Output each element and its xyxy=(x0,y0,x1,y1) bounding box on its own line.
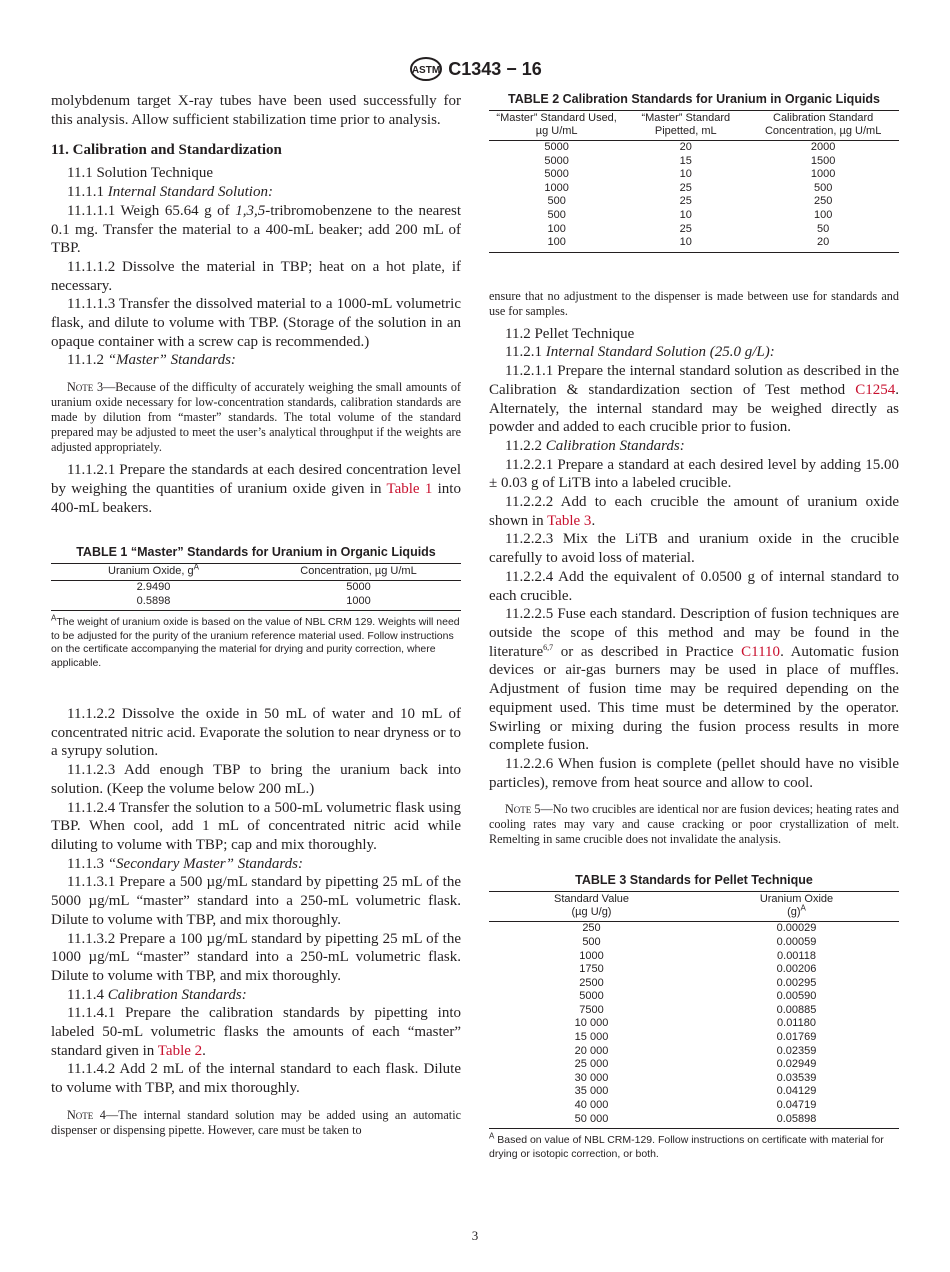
table-1-footnote: $^A$The weight of uranium oxide is based on the value of NBL CRM 129. Weights will need to be adjusted for the purity of the uranium reference material used. Follow instructions on the certificate accompanying the material for drying and purity correction, where applicable. xyxy=(51,613,460,669)
astm-logo-text: ASTM xyxy=(412,65,441,76)
table-row: 500 10 100 xyxy=(547,208,833,221)
note-4 xyxy=(51,1108,461,1138)
page-number: 3 xyxy=(471,1228,479,1243)
num-11-1-4: 11.1.4 xyxy=(67,986,108,1003)
para-11-2-2-3: 11.2.2.3 Mix the LiTB and uranium oxide in the crucible carefully to avoid loss of material. xyxy=(489,531,899,567)
table-2-caption: TABLE 2 Calibration Standards for Uranium in Organic Liquids xyxy=(507,92,881,106)
para-11-2: 11.2 Pellet Technique xyxy=(505,325,635,342)
para-11-1-3-1: 11.1.3.1 Prepare a 500 µg/mL standard by pipetting 25 mL of the 5000 µg/mL “master” standard into a 250-mL volumetric flask. Dilute to volume with TBP, and mix thoroughly. xyxy=(51,874,461,928)
para-11-2-2-1: 11.2.2.1 Prepare a standard at each desired level by adding 15.00 ± 0.03 g of LiTB into a labeled crucible. xyxy=(489,456,899,492)
para-11-2-2-5-c: . Automatic fusion devices or air-gas burners may be used in place of muffles. Adjustment of fusion time may be required depending on the equipment used. This time must be determined by the operator. Swirling or mixing during the fusion process results in more complete fusion. xyxy=(489,643,899,754)
title-11-1-4: Calibration Standards: xyxy=(107,986,247,1003)
para-11-2-2-2 xyxy=(489,493,899,530)
table-row: 30 000 0.03539 xyxy=(574,1071,817,1084)
ref-superscript: 6,7 xyxy=(543,642,554,652)
table-3 xyxy=(489,891,899,1129)
table-row: 250 0.00029 xyxy=(582,922,817,935)
para-11-2-1-1 xyxy=(489,362,899,437)
para-11-1-4-1-b: . xyxy=(202,1042,206,1059)
note-5-label: Note 5 xyxy=(505,802,541,817)
para-11-2-1-1-b: . Alternately, the internal standard may be weighed directly as powder and added to each crucible prior to fusion. xyxy=(489,381,899,436)
table-3-link[interactable]: Table 3 xyxy=(547,512,592,529)
left-column xyxy=(51,92,461,1144)
table-1-link[interactable]: Table 1 xyxy=(386,480,433,497)
c1254-link[interactable]: C1254 xyxy=(855,381,896,398)
title-11-2-1: Internal Standard Solution (25.0 g/L): xyxy=(545,344,775,361)
table-row: 100 25 50 xyxy=(547,222,830,235)
note-3 xyxy=(51,380,461,455)
para-11-1-1-1-a: 11.1.1.1 Weigh 65.64 g of xyxy=(67,202,236,219)
table-2-header-pipetted: “Master” Standard Pipetted, mL xyxy=(624,111,747,141)
page-header xyxy=(0,56,950,86)
para-11-2-2-4: 11.2.2.4 Add the equivalent of 0.0500 g of internal standard to each crucible. xyxy=(489,568,899,604)
num-11-1-1: 11.1.1 xyxy=(67,184,108,201)
table-row: 5000 20 2000 xyxy=(544,141,836,153)
table-row: 1000 0.00118 xyxy=(579,949,816,962)
chem-name: 1,3,5 xyxy=(235,202,266,219)
table-row: 0.5898 1000 xyxy=(51,595,461,611)
table-row: 500 25 250 xyxy=(547,195,833,208)
para-11-2-1 xyxy=(489,343,899,362)
table-row: 10 000 0.01180 xyxy=(574,1017,816,1030)
table-row: 1000 25 500 xyxy=(544,181,833,194)
num-11-2-1: 11.2.1 xyxy=(505,344,546,361)
num-11-1-3: 11.1.3 xyxy=(67,855,108,872)
table-1-header-oxide: Uranium Oxide, $g^A$ xyxy=(51,564,256,581)
table-3-header-standard: Standard Value (µg U/g) xyxy=(489,892,694,922)
table-row: 50 000 0.05898 xyxy=(489,1113,899,1129)
title-11-1-2: “Master” Standards: xyxy=(107,352,236,369)
note-3-label: Note 3 xyxy=(67,380,104,395)
para-11-2-2-2-a: 11.2.2.2 Add to each crucible the amount of uranium oxide shown in xyxy=(489,494,899,529)
intro-paragraph: molybdenum target X-ray tubes have been used successfully for this analysis. Allow sufficient stabilization time prior to analysis. xyxy=(51,93,461,128)
table-1-header-concentration: Concentration, µg U/mL xyxy=(256,564,461,581)
table-row: 25 000 0.02949 xyxy=(574,1058,817,1071)
para-11-1-2-2: 11.1.2.2 Dissolve the oxide in 50 mL of water and 10 mL of concentrated nitric acid. Evaporate the solution to near dryness or to a syrupy solution. xyxy=(51,706,461,760)
table-row: 5000 15 1500 xyxy=(544,154,836,167)
table-row: 5000 0.00590 xyxy=(579,990,817,1003)
para-11-1-3 xyxy=(51,855,461,874)
section-title: 11. Calibration and Standardization xyxy=(51,142,282,159)
table-1-caption: TABLE 1 “Master” Standards for Uranium in Organic Liquids xyxy=(76,545,436,560)
note-4-text: —The internal standard solution may be added using an automatic dispenser or dispensing pipette. However, care must be taken to xyxy=(51,1107,461,1137)
right-column xyxy=(489,92,899,1161)
table-3-caption: TABLE 3 Standards for Pellet Technique xyxy=(575,873,813,888)
para-11-1-4-2: 11.1.4.2 Add 2 mL of the internal standard to each flask. Dilute to volume with TBP, and mix thoroughly. xyxy=(51,1061,461,1097)
table-row: 2.9490 5000 xyxy=(136,581,371,594)
note-4-continuation: ensure that no adjustment to the dispenser is made between use for standards and use for samples. xyxy=(489,288,899,318)
para-11-2-2-5 xyxy=(489,605,899,755)
para-11-1: 11.1 Solution Technique xyxy=(67,165,214,182)
para-11-1-2 xyxy=(51,351,461,370)
para-11-1-4-1 xyxy=(51,1004,461,1060)
table-row: 5000 10 1000 xyxy=(544,168,836,181)
table-row: 500 0.00059 xyxy=(582,935,817,948)
table-row: 100 10 20 xyxy=(489,236,899,252)
note-5-text: —No two crucibles are identical nor are fusion devices; heating rates and cooling rates may vary and cause cracking or poor crystallization of melt. Remelting in same crucible does not invalidate the analysis. xyxy=(489,802,899,847)
para-11-2-2-6: 11.2.2.6 When fusion is complete (pellet should have no visible particles), remove from heat source and allow to cool. xyxy=(489,755,899,791)
para-11-1-1-1 xyxy=(51,202,461,258)
note-3-text: —Because of the difficulty of accurately weighing the small amounts of uranium oxide necessary for low-concentration standards, calibration standards are made by dilution from “master” standards. The total volume of the standard prepared may be adjusted to meet the user’s analytical throughput if the weights are adjusted appropriately. xyxy=(51,380,461,455)
num-11-1-2: 11.1.2 xyxy=(67,352,108,369)
para-11-2-2-5-b: or as described in Practice xyxy=(553,643,742,660)
para-11-1-2-3: 11.1.2.3 Add enough TBP to bring the uranium back into solution. (Keep the volume below 200 mL.) xyxy=(51,762,461,797)
title-11-1-3: “Secondary Master” Standards: xyxy=(107,855,303,872)
para-11-1-2-1-a: 11.1.2.1 Prepare the standards at each desired concentration level by weighing the quantities of uranium oxide given in xyxy=(51,462,461,497)
para-11-2-1-1-a: 11.2.1.1 Prepare the internal standard solution as described in the Calibration & standardization section of Test method xyxy=(489,363,899,398)
table-3-footnote: $^A$ Based on value of NBL CRM-129. Follow instructions on certificate with material for drying or isotopic correction, or both. xyxy=(489,1131,884,1160)
para-11-1-4 xyxy=(51,986,461,1005)
table-row: 35 000 0.04129 xyxy=(574,1085,817,1098)
para-11-2-2-5-a: 11.2.2.5 Fuse each standard. Description of fusion techniques are outside the scope of this method and may be found in the literature xyxy=(489,606,899,660)
table-2-link[interactable]: Table 2 xyxy=(157,1042,203,1059)
table-row: 15 000 0.01769 xyxy=(574,1031,817,1044)
designation: C1343 − 16 xyxy=(448,58,542,79)
para-11-1-2-4: 11.1.2.4 Transfer the solution to a 500-mL volumetric flask using TBP. When cool, add 1 mL of concentrated nitric acid while diluting to volume with TBP; cap and mix thoroughly. xyxy=(51,799,461,853)
table-2 xyxy=(489,110,899,253)
title-11-2-2: Calibration Standards: xyxy=(545,437,685,454)
para-11-1-2-1 xyxy=(51,461,461,517)
para-11-1-4-1-a: 11.1.4.1 Prepare the calibration standards by pipetting into labeled 50-mL volumetric flasks the amounts of each “master” standard given in xyxy=(51,1005,461,1059)
para-11-2-2 xyxy=(489,437,899,456)
table-row: 20 000 0.02359 xyxy=(574,1044,817,1057)
para-11-2-2-2-b: . xyxy=(591,512,596,529)
astm-logo-icon xyxy=(408,56,444,82)
para-11-1-3-2: 11.1.3.2 Prepare a 100 µg/mL standard by pipetting 25 mL of the 1000 µg/mL “master” standard into a 250-mL volumetric flask. Dilute to volume with TBP, and mix thoroughly. xyxy=(51,930,461,984)
table-row: 2500 0.00295 xyxy=(579,976,817,989)
table-row: 40 000 0.04719 xyxy=(574,1099,817,1112)
para-11-1-1-1-b: -tribromobenzene to the nearest 0.1 mg. Transfer the material to a 400-mL beaker; add 200 mL of TBP. xyxy=(51,202,461,257)
table-3-header-oxide: Uranium Oxide $(g)^A$ xyxy=(694,892,899,922)
table-2-header-calibration: Calibration Standard Concentration, µg U/mL xyxy=(747,111,899,141)
title-11-1-1: Internal Standard Solution: xyxy=(107,184,273,201)
note-4-label: Note 4 xyxy=(67,1107,106,1122)
table-row: 1750 0.00206 xyxy=(579,963,817,976)
para-11-1-1 xyxy=(51,183,461,202)
num-11-2-2: 11.2.2 xyxy=(505,437,546,454)
note-5 xyxy=(489,802,899,847)
para-11-1-1-3: 11.1.1.3 Transfer the dissolved material to a 1000-mL volumetric flask, and dilute to volume with TBP. (Storage of the solution in an opaque container with a screw cap is recommended.) xyxy=(51,296,461,350)
para-11-1-1-2: 11.1.1.2 Dissolve the material in TBP; heat on a hot plate, if necessary. xyxy=(51,258,461,294)
para-11-1-2-1-b: into 400-mL beakers. xyxy=(51,480,461,516)
table-2-header-master-used: “Master” Standard Used, µg U/mL xyxy=(489,111,624,141)
table-1 xyxy=(51,563,461,611)
table-row: 7500 0.00885 xyxy=(579,1003,817,1016)
c1110-link[interactable]: C1110 xyxy=(741,643,781,660)
